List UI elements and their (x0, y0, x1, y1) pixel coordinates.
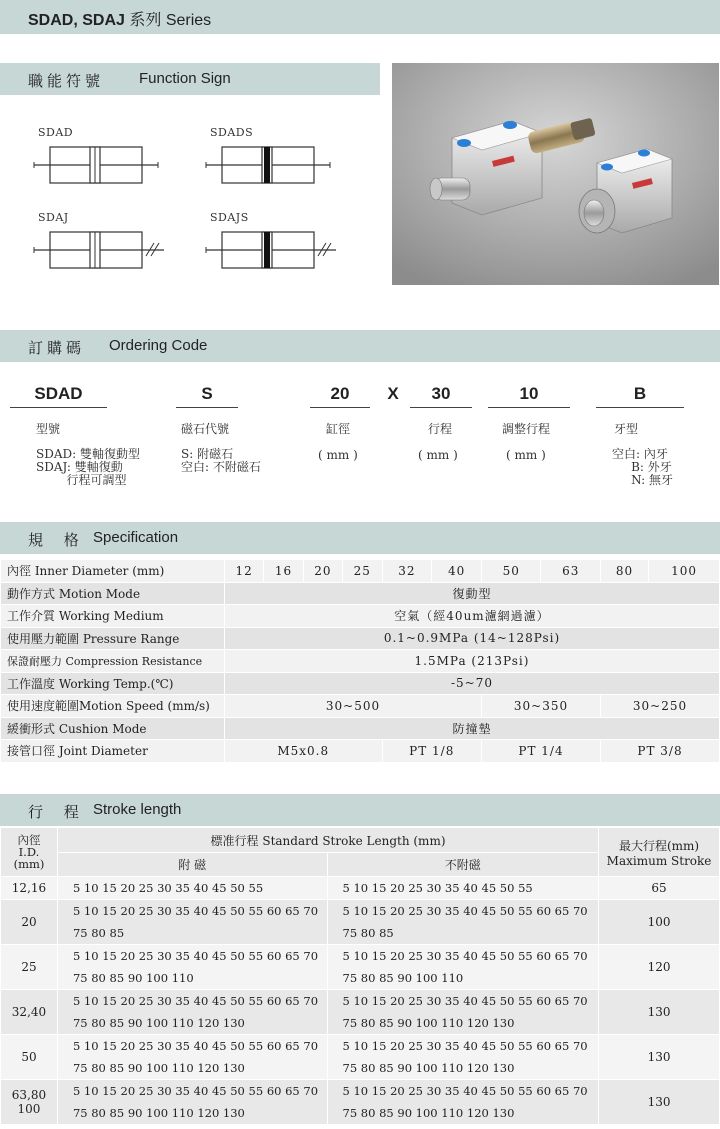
symbol-label-sdads: SDADS (210, 126, 254, 139)
stroke-no-magnet (327, 990, 599, 1035)
symbol-label-sdad: SDAD (38, 126, 74, 139)
caption-bore: 缸徑 (326, 422, 351, 436)
spec-header (0, 522, 720, 554)
stroke-header (0, 794, 720, 826)
stroke-title-en: Stroke length (93, 801, 182, 818)
stroke-max: 120 (599, 945, 720, 990)
series-models: SDAD, SDAJ (28, 12, 125, 29)
stroke-max: 65 (599, 877, 720, 900)
stroke-id: 32,40 (1, 990, 58, 1035)
stroke-line: 5 10 15 20 25 30 35 40 45 50 55 60 65 70 (342, 994, 588, 1008)
bore-cell: 100 (649, 560, 720, 583)
stroke-row (1, 900, 720, 945)
code-thread: B (633, 384, 647, 403)
stroke-line: 5 10 15 20 25 30 35 40 45 50 55 (72, 881, 264, 895)
spec-label: 工作介質 Working Medium (1, 605, 225, 628)
stroke-magnet (57, 900, 327, 945)
spec-label: 內徑 Inner Diameter (mm) (1, 560, 225, 583)
spec-value: 30~500 (225, 695, 482, 718)
stroke-id: 25 (1, 945, 58, 990)
stroke-max: 130 (599, 1080, 720, 1125)
function-sign-title-cn: 職能符號 (28, 72, 105, 90)
stroke-no-magnet (327, 1080, 599, 1125)
stroke-line: 5 10 15 20 25 30 35 40 45 50 55 60 65 70 (342, 1084, 588, 1098)
stroke-magnet (57, 1080, 327, 1125)
caption-stroke: 行程 (428, 422, 453, 436)
function-sign-header (0, 63, 380, 95)
stroke-row (1, 1080, 720, 1125)
bore-cell: 16 (264, 560, 303, 583)
stroke-head-max (599, 828, 720, 877)
symbol-label-sdajs: SDAJS (210, 211, 249, 224)
stroke-head-max-cn: 最大行程(mm) (618, 838, 700, 853)
stroke-magnet (57, 1035, 327, 1080)
code-underline (596, 407, 684, 408)
spec-value: M5x0.8 (225, 740, 383, 763)
spec-row-compression-resistance (1, 650, 720, 673)
stroke-line: 5 10 15 20 25 30 35 40 45 50 55 60 65 70 (72, 1084, 319, 1098)
spec-value: 30~250 (600, 695, 719, 718)
series-header (0, 0, 720, 34)
code-underline (176, 407, 238, 408)
stroke-line: 75 80 85 90 100 110 120 130 (342, 1106, 515, 1120)
stroke-line: 5 10 15 20 25 30 35 40 45 50 55 60 65 70 (72, 1039, 319, 1053)
spec-row-inner-diameter (1, 560, 720, 583)
stroke-line: 75 80 85 90 100 110 120 130 (342, 1016, 515, 1030)
spec-table (0, 559, 720, 763)
stroke-head-max-en: Maximum Stroke (606, 853, 712, 868)
stroke-line: 75 80 85 90 100 110 120 130 (72, 1061, 245, 1075)
unit-bore: ( mm ) (318, 448, 358, 462)
bore-cell: 80 (600, 560, 648, 583)
spec-row-working-temp (1, 672, 720, 695)
code-x: X (387, 384, 399, 403)
stroke-row (1, 1035, 720, 1080)
code-underline (10, 407, 107, 408)
stroke-no-magnet (327, 877, 599, 900)
bore-cell: 50 (482, 560, 541, 583)
bore-cell: 20 (303, 560, 342, 583)
code-underline (410, 407, 472, 408)
spec-value: 防撞墊 (225, 717, 720, 740)
stroke-head-no-magnet: 不附磁 (327, 853, 599, 877)
sdaj-symbol (30, 225, 170, 275)
spec-value: -5~70 (225, 672, 720, 695)
spec-value: PT 3/8 (600, 740, 719, 763)
ordering-code-title-cn: 訂購碼 (28, 339, 86, 357)
stroke-line: 75 80 85 90 100 110 (72, 971, 194, 985)
stroke-title-cn: 行 程 (28, 803, 87, 821)
series-cn: 系列 (129, 10, 162, 29)
bore-cell: 25 (343, 560, 382, 583)
spec-value: PT 1/4 (482, 740, 601, 763)
stroke-line: 75 80 85 90 100 110 (342, 971, 464, 985)
spec-row-motion-mode (1, 582, 720, 605)
stroke-id: 50 (1, 1035, 58, 1080)
stroke-no-magnet (327, 1035, 599, 1080)
code-underline (310, 407, 370, 408)
spec-value: 1.5MPa (213Psi) (225, 650, 720, 673)
stroke-line: 5 10 15 20 25 30 35 40 45 50 55 60 65 70 (72, 904, 319, 918)
spec-row-working-medium (1, 605, 720, 628)
bore-cell: 32 (382, 560, 432, 583)
stroke-head-id: 內徑 I.D. (mm) (1, 828, 58, 877)
stroke-line: 75 80 85 90 100 110 120 130 (72, 1106, 245, 1120)
symbol-label-sdaj: SDAJ (38, 211, 69, 224)
stroke-id: 20 (1, 900, 58, 945)
code-model: SDAD (34, 384, 83, 403)
stroke-max: 130 (599, 990, 720, 1035)
stroke-row (1, 877, 720, 900)
caption-thread: 牙型 (614, 422, 639, 436)
stroke-magnet (57, 877, 327, 900)
stroke-line: 5 10 15 20 25 30 35 40 45 50 55 60 65 70 (72, 949, 319, 963)
spec-title-en: Specification (93, 529, 179, 546)
product-photo (392, 63, 719, 285)
stroke-magnet (57, 990, 327, 1035)
spec-value: 空氣（經40um濾網過濾） (225, 605, 720, 628)
bore-cell: 63 (541, 560, 601, 583)
series-en: Series (165, 12, 212, 29)
spec-label: 工作溫度 Working Temp.(℃) (1, 672, 225, 695)
stroke-line: 75 80 85 (342, 926, 394, 940)
spec-title-cn: 規 格 (28, 531, 87, 549)
model-notes: SDAD: 雙軸復動型 SDAJ: 雙軸復動 行程可調型 (36, 447, 140, 487)
stroke-table (0, 827, 720, 1125)
stroke-id: 12,16 (1, 877, 58, 900)
code-adjust-stroke: 10 (519, 384, 539, 403)
stroke-head-magnet: 附 磁 (57, 853, 327, 877)
spec-label: 保證耐壓力 Compression Resistance (1, 650, 225, 673)
spec-value: PT 1/8 (382, 740, 482, 763)
stroke-row (1, 945, 720, 990)
stroke-magnet (57, 945, 327, 990)
spec-row-pressure-range (1, 627, 720, 650)
spec-label: 緩衝形式 Cushion Mode (1, 717, 225, 740)
spec-value: 0.1~0.9MPa (14~128Psi) (225, 627, 720, 650)
stroke-no-magnet (327, 900, 599, 945)
stroke-line: 5 10 15 20 25 30 35 40 45 50 55 60 65 70 (342, 949, 588, 963)
unit-stroke: ( mm ) (418, 448, 458, 462)
stroke-head-standard: 標准行程 Standard Stroke Length (mm) (57, 828, 598, 853)
spec-label: 接管口徑 Joint Diameter (1, 740, 225, 763)
ordering-code-header (0, 330, 720, 362)
stroke-no-magnet (327, 945, 599, 990)
code-stroke: 30 (431, 384, 451, 403)
stroke-line: 75 80 85 90 100 110 120 130 (72, 1016, 245, 1030)
code-bore: 20 (330, 384, 350, 403)
stroke-line: 75 80 85 90 100 110 120 130 (342, 1061, 515, 1075)
spec-label: 動作方式 Motion Mode (1, 582, 225, 605)
caption-adjust-stroke: 調整行程 (502, 422, 551, 436)
spec-value: 30~350 (482, 695, 601, 718)
unit-adjust-stroke: ( mm ) (506, 448, 546, 462)
sdads-symbol (202, 140, 337, 190)
function-sign-title-en: Function Sign (139, 70, 231, 87)
ordering-code-title-en: Ordering Code (109, 337, 208, 354)
magnet-notes: S: 附磁石 空白: 不附磁石 (181, 447, 261, 474)
bore-cell: 12 (225, 560, 264, 583)
spec-value: 復動型 (225, 582, 720, 605)
stroke-row (1, 990, 720, 1035)
spec-label: 使用速度範圍Motion Speed (mm/s) (1, 695, 225, 718)
stroke-max: 130 (599, 1035, 720, 1080)
stroke-line: 5 10 15 20 25 30 35 40 45 50 55 (342, 881, 533, 895)
thread-notes: 空白: 內牙 B: 外牙 N: 無牙 (612, 447, 674, 487)
spec-row-motion-speed (1, 695, 720, 718)
code-magnet: S (201, 384, 213, 403)
stroke-line: 5 10 15 20 25 30 35 40 45 50 55 60 65 70 (342, 904, 588, 918)
sdajs-symbol (202, 225, 342, 275)
stroke-line: 5 10 15 20 25 30 35 40 45 50 55 60 65 70 (72, 994, 319, 1008)
caption-model: 型號 (36, 422, 61, 436)
code-underline (488, 407, 570, 408)
caption-magnet: 磁石代號 (181, 422, 230, 436)
stroke-line: 5 10 15 20 25 30 35 40 45 50 55 60 65 70 (342, 1039, 588, 1053)
bore-cell: 40 (432, 560, 482, 583)
stroke-max: 100 (599, 900, 720, 945)
stroke-line: 75 80 85 (72, 926, 125, 940)
sdad-symbol (30, 140, 165, 190)
spec-label: 使用壓力範圍 Pressure Range (1, 627, 225, 650)
spec-row-cushion-mode (1, 717, 720, 740)
stroke-id: 63,80 100 (1, 1080, 58, 1125)
spec-row-joint-diameter (1, 740, 720, 763)
